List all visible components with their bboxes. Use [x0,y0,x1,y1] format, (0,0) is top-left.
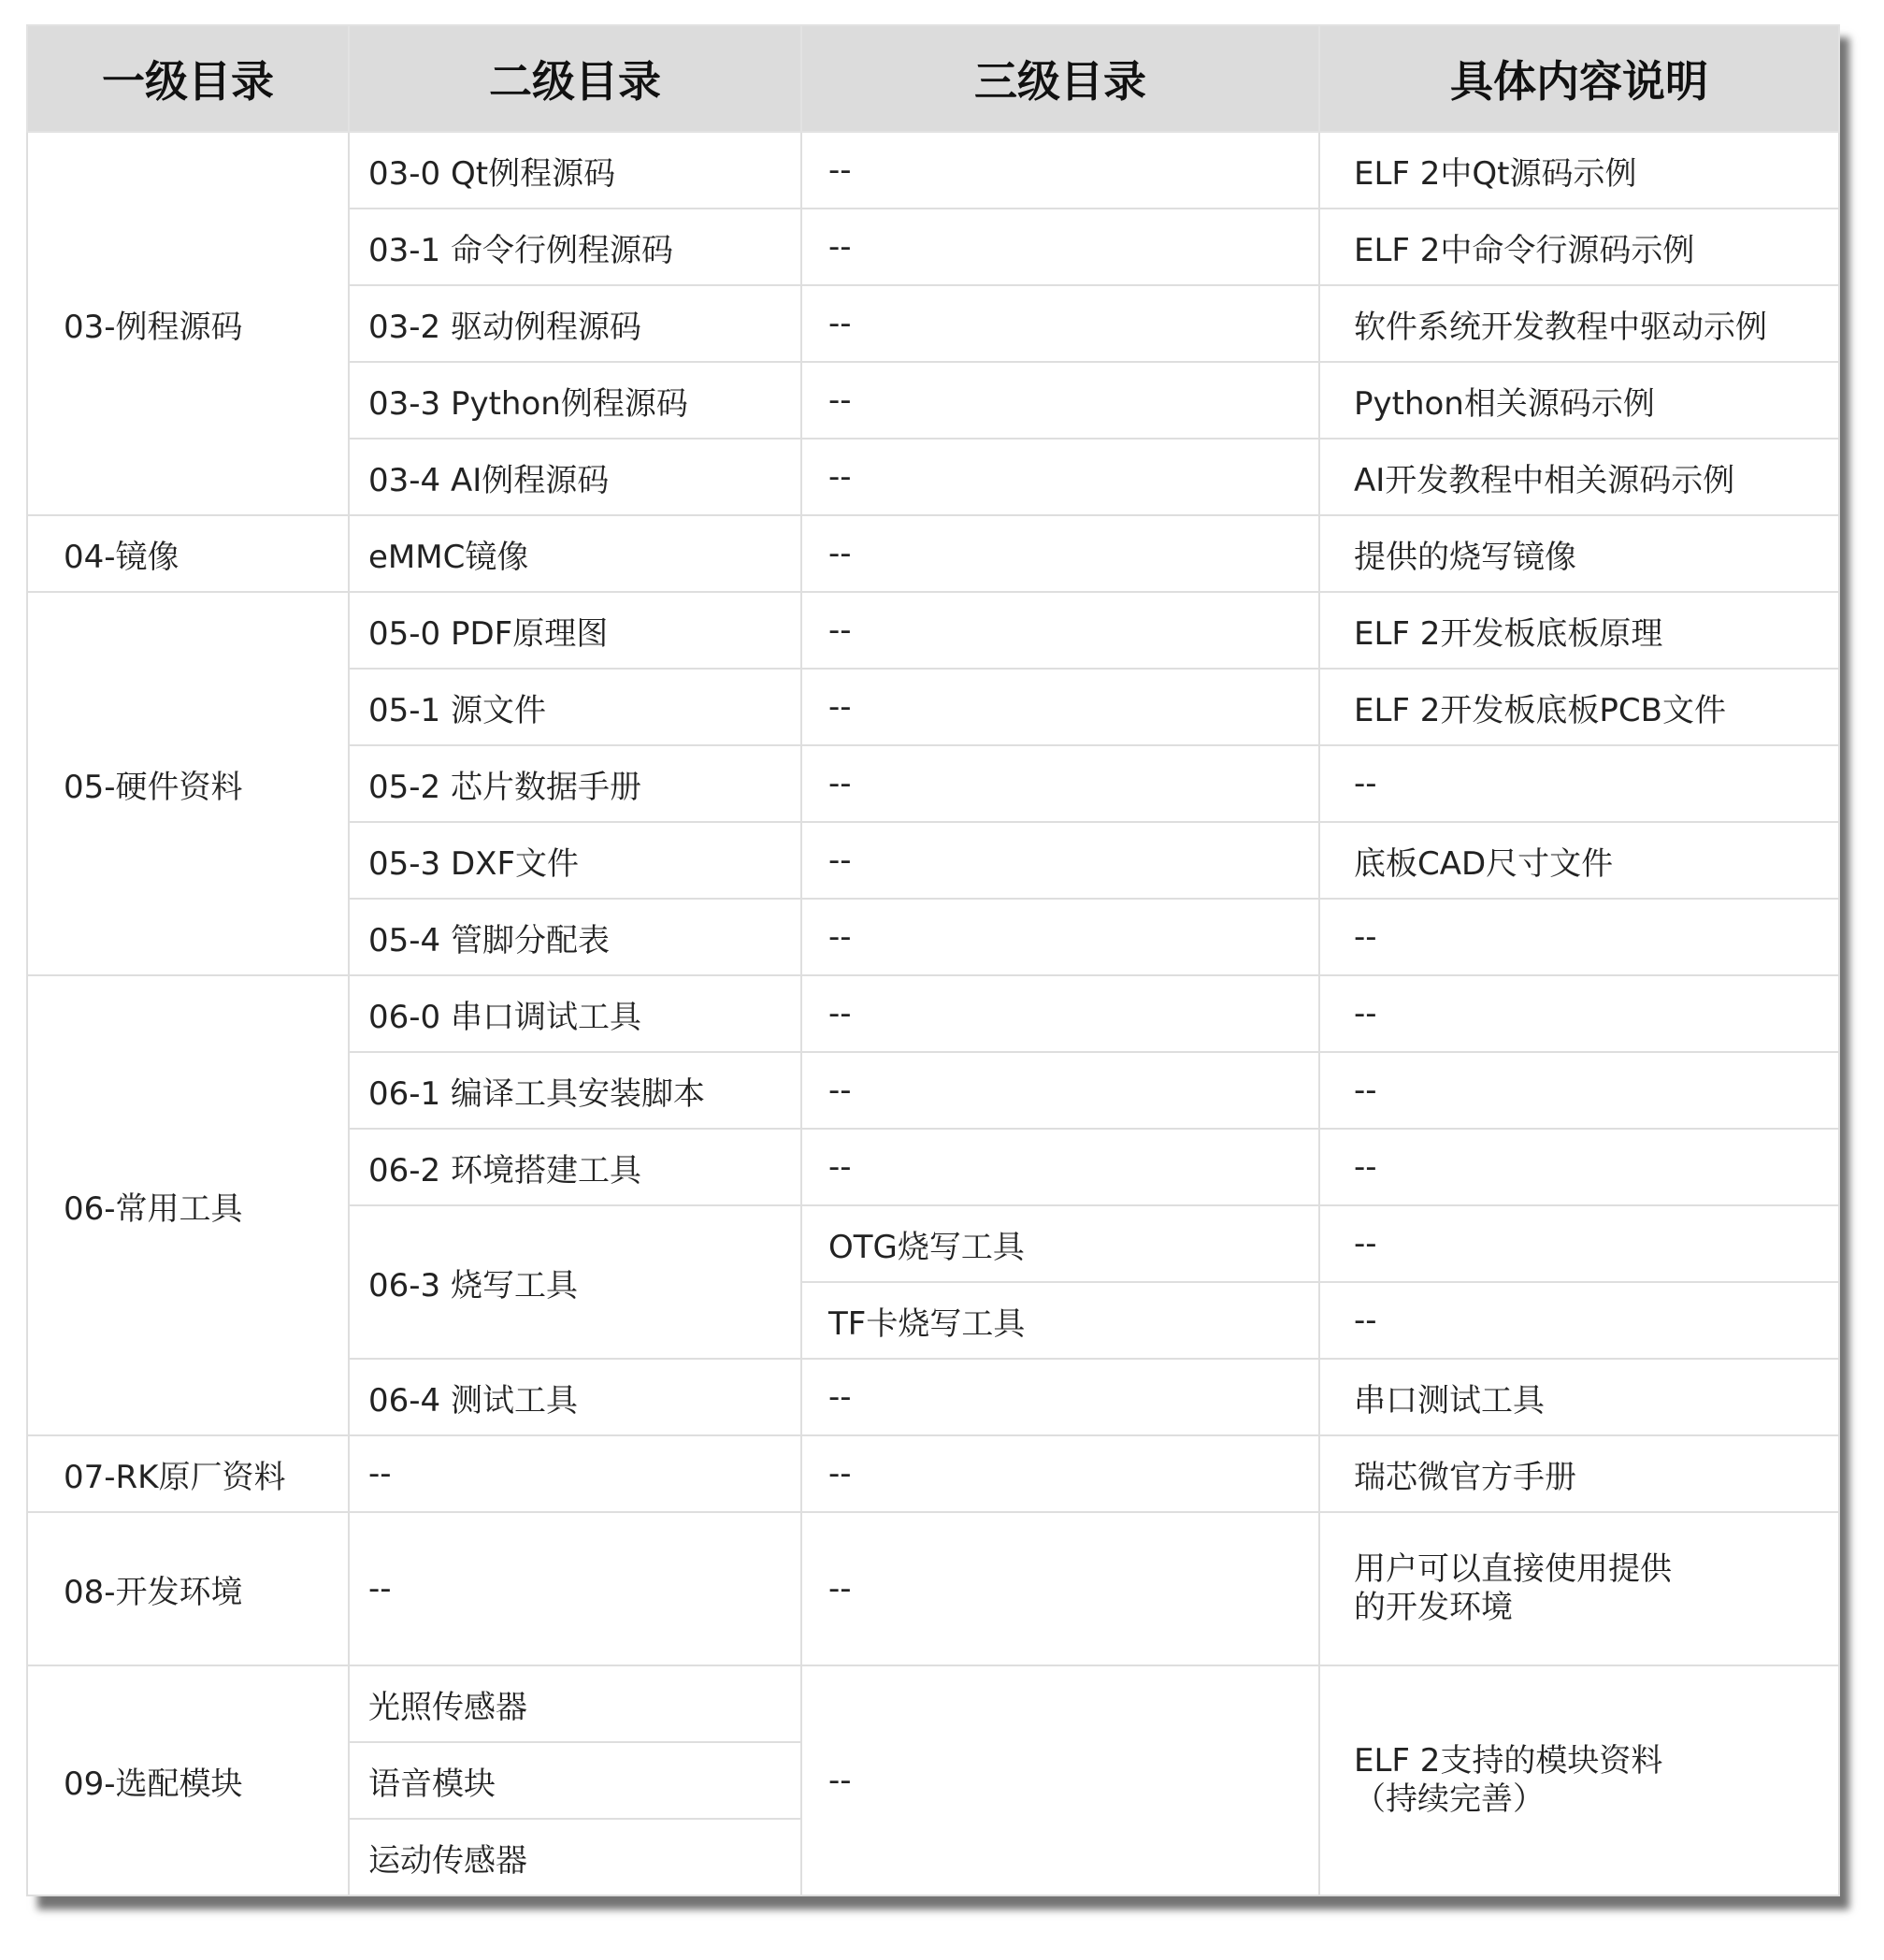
level2-cell: 03-2 驱动例程源码 [349,285,801,362]
level2-cell: 光照传感器 [349,1665,801,1742]
description-line: （持续完善） [1354,1780,1545,1818]
level3-cell: -- [801,822,1319,899]
level1-cell: 05-硬件资料 [27,592,349,975]
table-row [27,592,1839,669]
description-cell: ELF 2中Qt源码示例 [1319,132,1839,209]
directory-table [26,24,1840,1896]
description-cell: Python相关源码示例 [1319,362,1839,439]
table-row [27,1665,1839,1742]
level3-cell: -- [801,669,1319,745]
description-cell: 底板CAD尺寸文件 [1319,822,1839,899]
level1-cell: 04-镜像 [27,515,349,592]
header-description: 具体内容说明 [1319,25,1839,132]
level3-cell: -- [801,745,1319,822]
level3-cell: -- [801,439,1319,515]
description-cell: -- [1319,1205,1839,1282]
description-cell: 软件系统开发教程中驱动示例 [1319,285,1839,362]
level2-cell: 06-0 串口调试工具 [349,975,801,1052]
level1-cell: 09-选配模块 [27,1665,349,1895]
header-row [27,25,1839,132]
level1-cell: 03-例程源码 [27,132,349,515]
table-row [27,1512,1839,1665]
description-cell: ELF 2开发板底板PCB文件 [1319,669,1839,745]
table-row [27,1435,1839,1512]
description-cell: -- [1319,1129,1839,1205]
description-cell: ELF 2开发板底板原理 [1319,592,1839,669]
description-cell: -- [1319,975,1839,1052]
level2-cell: 运动传感器 [349,1819,801,1895]
table-row [27,975,1839,1052]
level2-cell: 03-4 AI例程源码 [349,439,801,515]
description-cell: -- [1319,745,1839,822]
level2-cell: 05-1 源文件 [349,669,801,745]
description-cell: 瑞芯微官方手册 [1319,1435,1839,1512]
level2-cell: 语音模块 [349,1742,801,1819]
level2-cell: -- [349,1435,801,1512]
description-cell: AI开发教程中相关源码示例 [1319,439,1839,515]
level1-cell: 06-常用工具 [27,975,349,1435]
level2-cell: 06-3 烧写工具 [349,1205,801,1359]
level2-cell: 03-0 Qt例程源码 [349,132,801,209]
level3-cell: -- [801,515,1319,592]
level3-cell: -- [801,592,1319,669]
description-cell [1319,1512,1839,1665]
level2-cell: 06-2 环境搭建工具 [349,1129,801,1205]
directory-table-container [26,24,1838,1896]
header-level2: 二级目录 [349,25,801,132]
level2-cell: 05-4 管脚分配表 [349,899,801,975]
level3-cell: -- [801,1435,1319,1512]
level3-cell: -- [801,975,1319,1052]
level1-cell: 08-开发环境 [27,1512,349,1665]
description-cell: -- [1319,1052,1839,1129]
description-cell: ELF 2中命令行源码示例 [1319,209,1839,285]
level3-cell: -- [801,285,1319,362]
level2-cell: 03-3 Python例程源码 [349,362,801,439]
level2-cell: -- [349,1512,801,1665]
level3-cell: -- [801,1052,1319,1129]
level3-cell: -- [801,362,1319,439]
level2-cell: 05-2 芯片数据手册 [349,745,801,822]
level2-cell: 03-1 命令行例程源码 [349,209,801,285]
level3-cell: -- [801,1512,1319,1665]
description-line: ELF 2支持的模块资料 [1354,1742,1663,1780]
level3-cell: -- [801,132,1319,209]
header-level1: 一级目录 [27,25,349,132]
level2-cell: 05-3 DXF文件 [349,822,801,899]
description-cell: 串口测试工具 [1319,1359,1839,1435]
level3-cell: TF卡烧写工具 [801,1282,1319,1359]
level2-cell: eMMC镜像 [349,515,801,592]
table-row [27,515,1839,592]
description-line: 的开发环境 [1354,1589,1513,1626]
level1-cell: 07-RK原厂资料 [27,1435,349,1512]
description-cell [1319,1665,1839,1895]
level2-cell: 06-1 编译工具安装脚本 [349,1052,801,1129]
level3-cell: OTG烧写工具 [801,1205,1319,1282]
level2-cell: 06-4 测试工具 [349,1359,801,1435]
description-cell: -- [1319,1282,1839,1359]
level3-cell: -- [801,209,1319,285]
level3-cell: -- [801,1665,1319,1895]
level2-cell: 05-0 PDF原理图 [349,592,801,669]
description-cell: 提供的烧写镜像 [1319,515,1839,592]
description-line: 用户可以直接使用提供 [1354,1550,1672,1589]
level3-cell: -- [801,899,1319,975]
level3-cell: -- [801,1359,1319,1435]
description-cell: -- [1319,899,1839,975]
header-level3: 三级目录 [801,25,1319,132]
table-row [27,132,1839,209]
level3-cell: -- [801,1129,1319,1205]
